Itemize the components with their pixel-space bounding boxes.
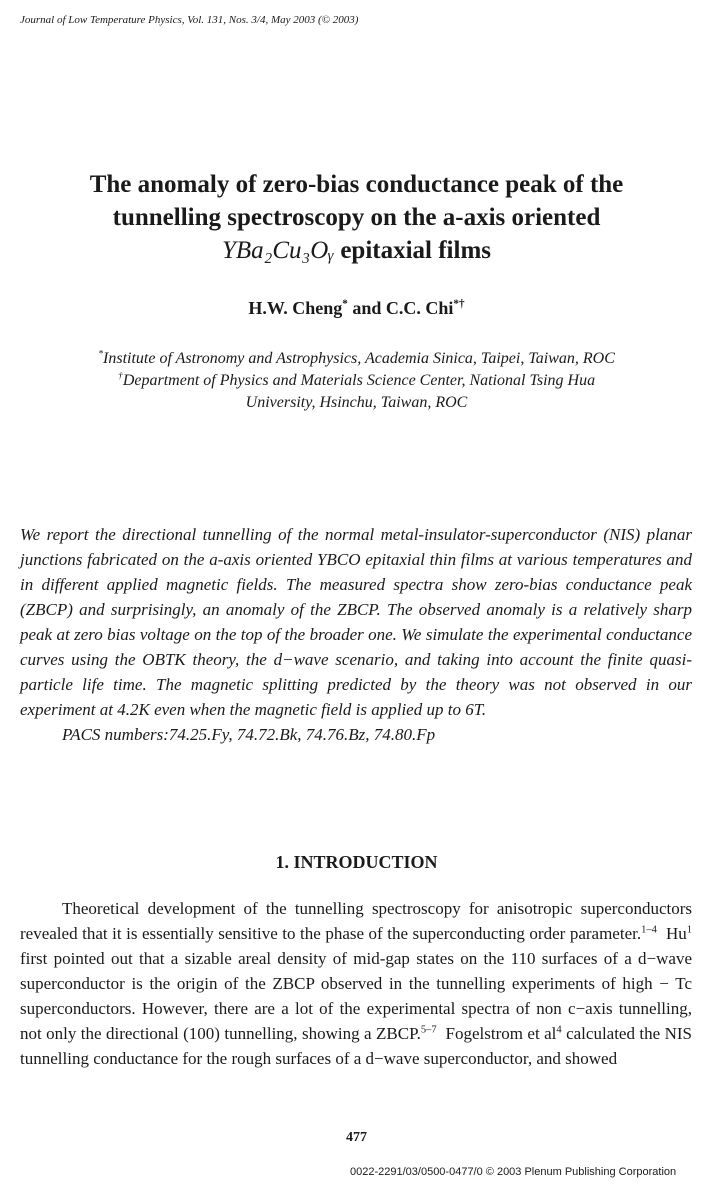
abstract-text: We report the directional tunnelling of the normal metal-insulator-superconductor (NIS) planar junctions fabricated on the a-axis oriented YBCO epitaxial thin films at various temperatures and in different applied magnetic fields. The measured spectra show zero-bias conductance peak (ZBCP) and surprisingly, an anomaly of the ZBCP. The observed anomaly is a relatively sharp peak at zero bias voltage on the top of the broader one. We simulate the experimental conductance curves using the OBTK theory, the d−wave scenario, and taking into account the finite quasi-particle life time. The magnetic splitting predicted by the theory was not observed in our experiment at 4.2K even when the magnetic field is applied up to 6T.	[20, 525, 692, 719]
page-number: 477	[346, 1130, 367, 1145]
title-line-1: The anomaly of zero-bias conductance peak of the	[89, 171, 624, 198]
affiliation-2-mark: †	[117, 370, 123, 382]
title-line-3	[10, 234, 703, 267]
intro-text-5: calculated the NIS tunnelling conductance for the rough surfaces of a d−wave superconductor, and showed	[20, 1024, 692, 1068]
paper-title	[10, 168, 703, 267]
journal-header: Journal of Low Temperature Physics, Vol. 131, Nos. 3/4, May 2003 (© 2003)	[20, 14, 359, 26]
title-line-2: tunnelling spectroscopy on the a-axis oriented	[112, 204, 601, 231]
intro-text-1: Theoretical development of the tunnelling spectroscopy for anisotropic superconductors revealed that it is essentially sensitive to the phase of the superconducting order parameter.	[20, 899, 692, 943]
affiliation-1	[10, 348, 703, 370]
affiliation-2-line-1: Department of Physics and Materials Science Center, National Tsing Hua	[122, 372, 596, 389]
author-2-mark: *†	[453, 298, 465, 310]
citation-1: 1–4	[641, 924, 657, 936]
affiliation-2-cont: University, Hsinchu, Taiwan, ROC	[245, 394, 468, 411]
section-heading: 1. INTRODUCTION	[275, 852, 438, 872]
affiliation-1-text: Institute of Astronomy and Astrophysics, Academia Sinica, Taipei, Taiwan, ROC	[103, 350, 615, 367]
intro-text-2: Hu	[656, 924, 687, 943]
affiliation-2	[10, 370, 703, 392]
copyright-line: 0022-2291/03/0500-0477/0 © 2003 Plenum Publishing Corporation	[350, 1166, 677, 1178]
pacs-numbers: PACS numbers:74.25.Fy, 74.72.Bk, 74.76.Bz, 74.80.Fp	[62, 725, 436, 744]
affiliations	[10, 348, 703, 414]
author-1-mark: *	[342, 298, 348, 310]
title-formula: YBa₂Cu₃Oᵧ	[222, 237, 335, 264]
abstract	[20, 522, 692, 747]
citation-3: 5–7	[420, 1024, 437, 1036]
intro-paragraph	[20, 896, 692, 1071]
citation-4: 4	[556, 1024, 562, 1036]
affiliation-1-mark: *	[98, 348, 104, 360]
intro-text-4: Fogelstrom et al	[436, 1024, 557, 1043]
intro-text-3: first pointed out that a sizable areal density of mid-gap states on the 110 surfaces of a d−wave superconductor is the origin of the ZBCP observed in the tunnelling experiments of high − Tc superconductors. However, there are a lot of the experimental spectra of non c−axis tunnelling, not only the directional (100) tunnelling, showing a ZBCP.	[20, 949, 692, 1043]
author-list	[0, 298, 713, 319]
author-conjunction: and	[347, 298, 386, 318]
author-1: H.W. Cheng	[248, 298, 343, 318]
title-line-3-rest: epitaxial films	[334, 237, 491, 264]
author-2: C.C. Chi	[385, 298, 454, 318]
citation-2: 1	[686, 924, 692, 936]
